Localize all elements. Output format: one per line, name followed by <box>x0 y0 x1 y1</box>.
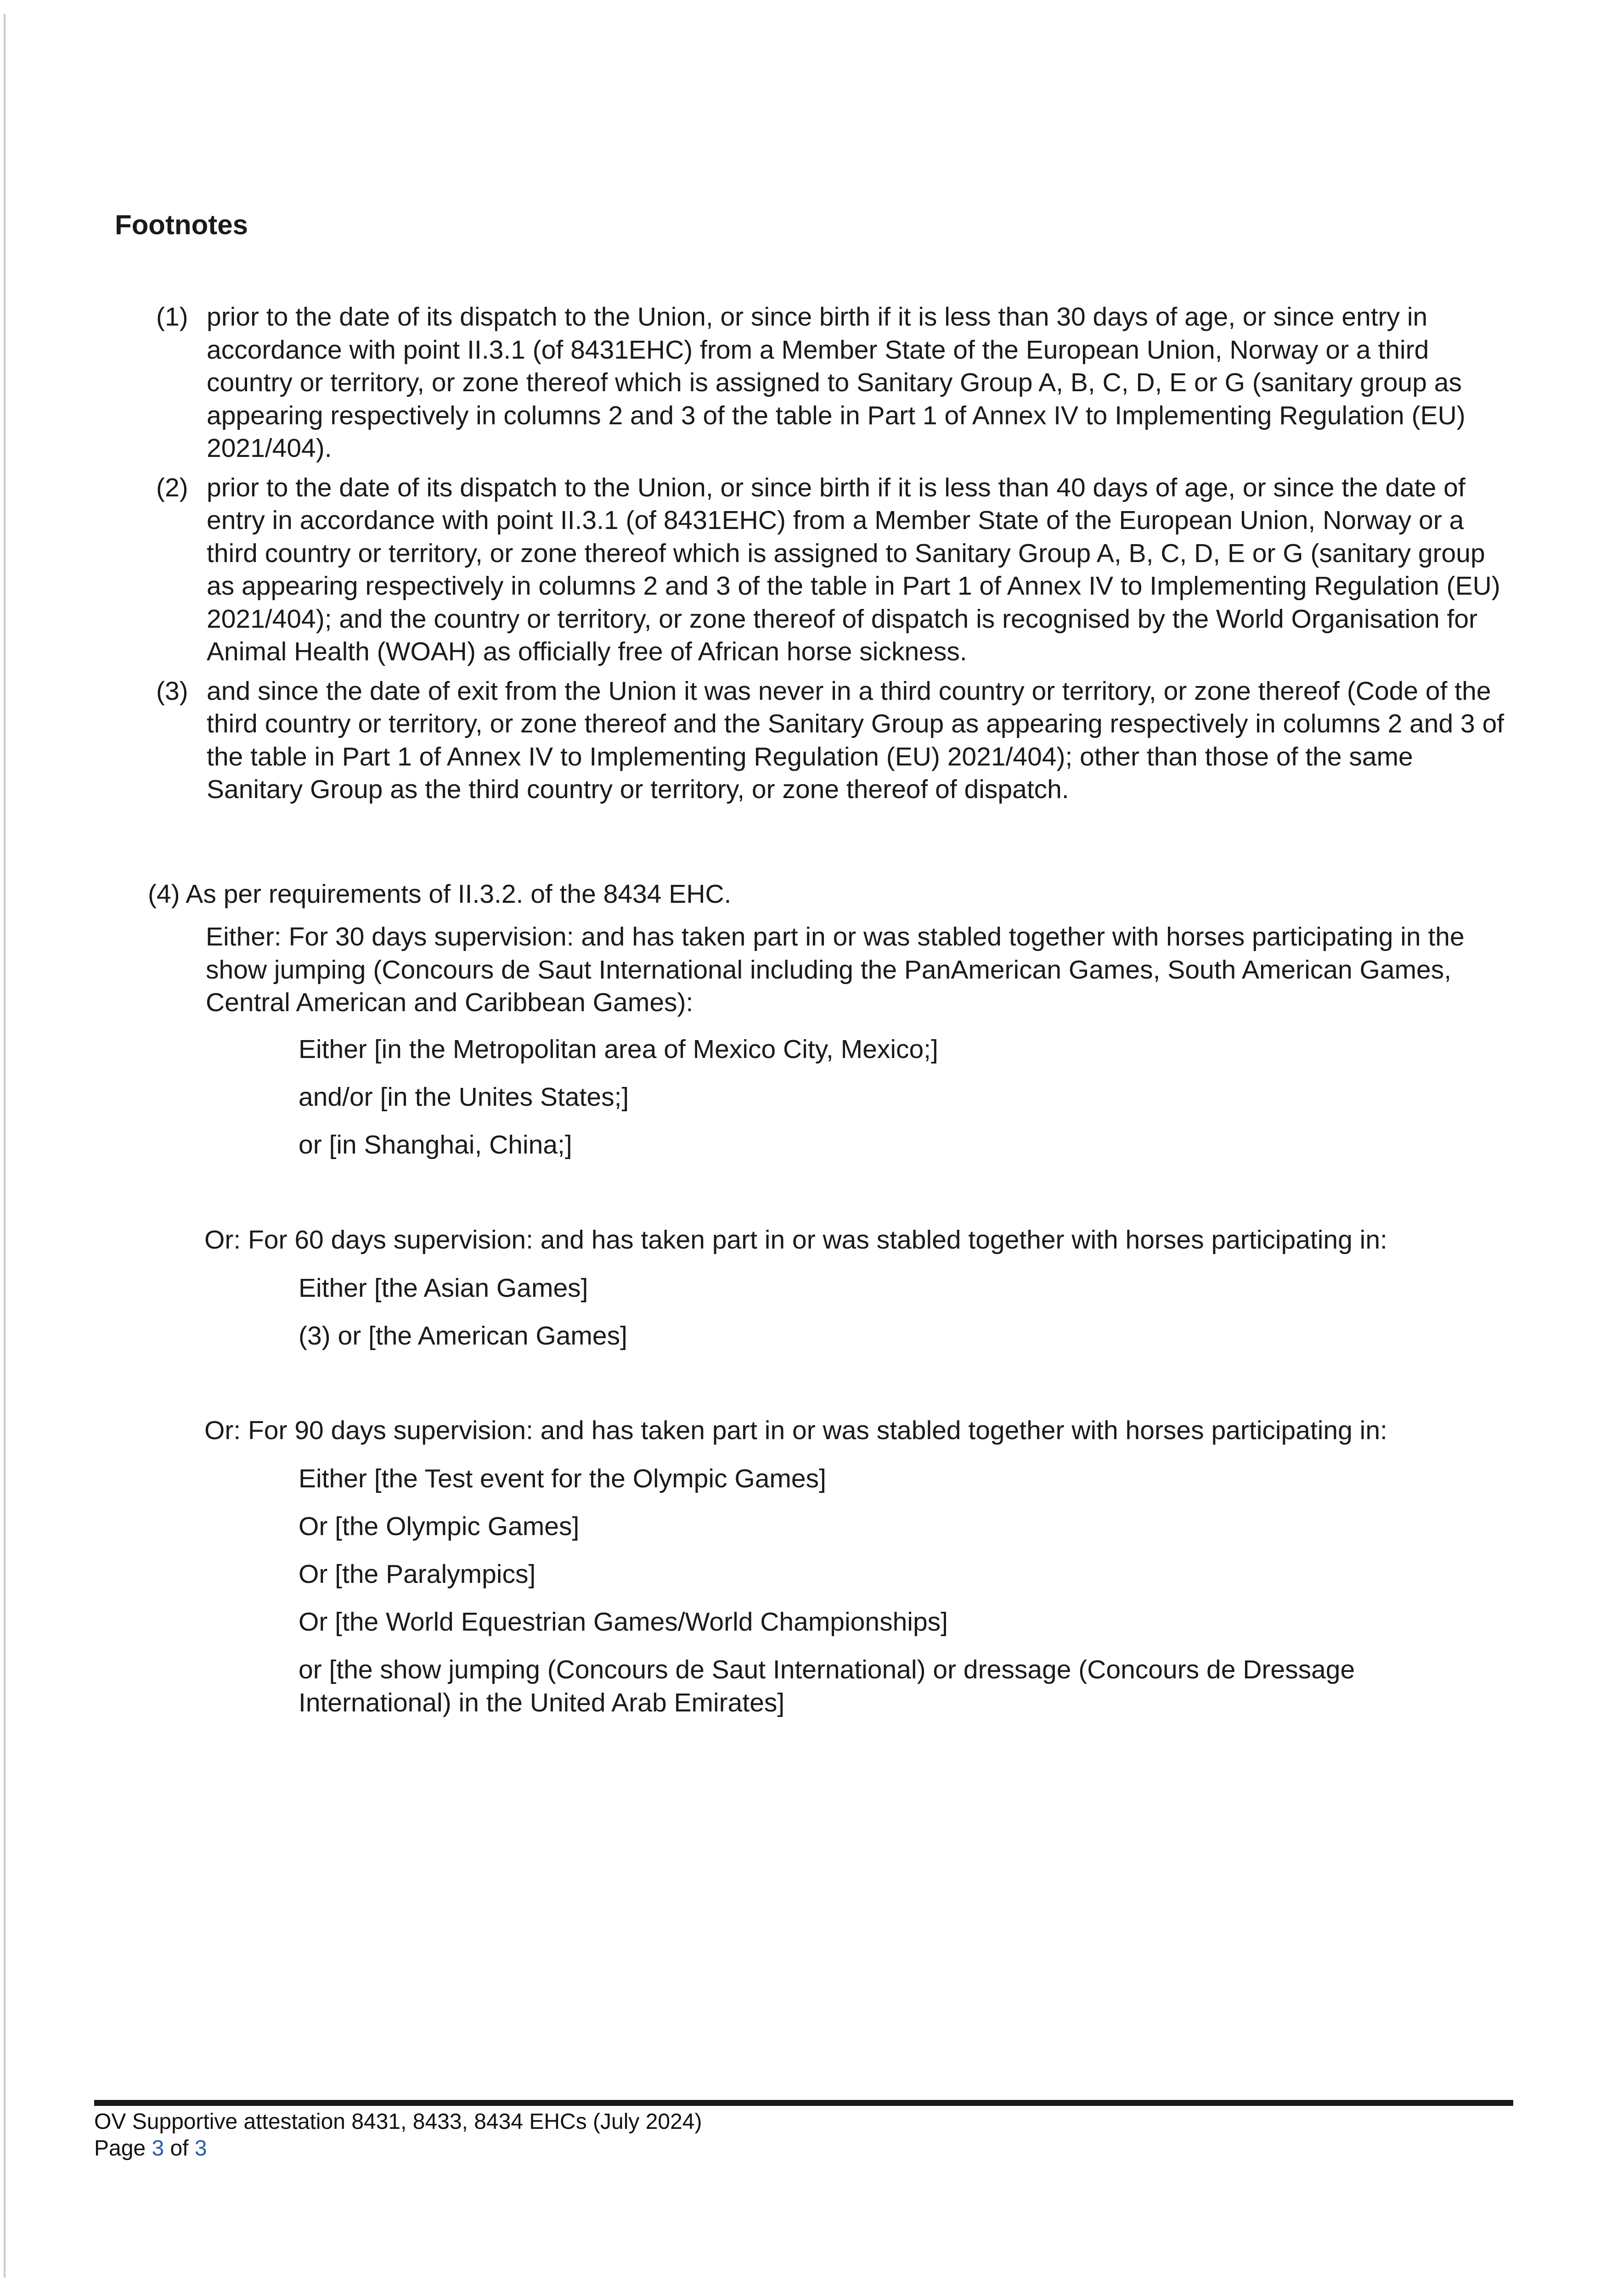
footnote-2 <box>156 472 1516 669</box>
option-90-days-item: Or [the Olympic Games] <box>299 1512 580 1541</box>
page-of: of <box>164 2136 195 2161</box>
page-total: 3 <box>194 2136 207 2161</box>
footnote-1 <box>156 301 1516 465</box>
page-number <box>94 2135 702 2162</box>
footnote-4: (4) As per requirements of II.3.2. of the 8434 EHC. <box>148 879 732 909</box>
footnote-text: prior to the date of its dispatch to the Union, or since birth if it is less than 30 days of age, or since entry in accordance with point II.3.1 (of 8431EHC) from a Member State of the European Union, Norway or a third country or territory, or zone thereof which is assigned to Sanitary Group A, B, C, D, E or G (sanitary group as appearing respectively in columns 2 and 3 of the table in Part 1 of Annex IV to Implementing Regulation (EU) 2021/404). <box>207 302 1465 463</box>
footer-divider <box>94 2100 1513 2106</box>
footnote-number: (2) <box>156 473 188 502</box>
option-90-days-item: or [the show jumping (Concours de Saut International) or dressage (Concours de Dressage International) in the United Arab Emirates] <box>299 1655 1355 1717</box>
option-60-days-item: Either [the Asian Games] <box>299 1273 588 1303</box>
option-90-days-intro: Or: For 90 days supervision: and has taken part in or was stabled together with horses participating in: <box>204 1416 1387 1445</box>
page-current: 3 <box>152 2136 164 2161</box>
footnote-number: (1) <box>156 302 188 332</box>
option-90-days-item: Either [the Test event for the Olympic Games] <box>299 1464 826 1493</box>
option-60-days-item: (3) or [the American Games] <box>299 1321 627 1351</box>
option-30-days-intro: Either: For 30 days supervision: and has taken part in or was stabled together with horses participating in the show jumping (Concours de Saut International including the PanAmerican Games, South American Games, Central American and Caribbean Games): <box>206 922 1465 1017</box>
page-prefix: Page <box>94 2136 152 2161</box>
footnote-text: prior to the date of its dispatch to the Union, or since birth if it is less than 40 days of age, or since the date of entry in accordance with point II.3.1 (of 8431EHC) from a Member State of the European Union, Norway or a third country or territory, or zone thereof which is assigned to Sanitary Group A, B, C, D, E or G (sanitary group as appearing respectively in columns 2 and 3 of the table in Part 1 of Annex IV to Implementing Regulation (EU) 2021/404); and the country or territory, or zone thereof of dispatch is recognised by the World Organisation for Animal Health (WOAH) as officially free of African horse sickness. <box>207 473 1500 666</box>
option-30-days-item: or [in Shanghai, China;] <box>299 1130 572 1159</box>
option-30-days-item: Either [in the Metropolitan area of Mexico City, Mexico;] <box>299 1035 938 1064</box>
option-30-days-item: and/or [in the Unites States;] <box>299 1082 629 1112</box>
footnote-text: and since the date of exit from the Union it was never in a third country or territory, or zone thereof (Code of the third country or territory, or zone thereof and the Sanitary Group as appearing respectively in columns 2 and 3 of the table in Part 1 of Annex IV to Implementing Regulation (EU) 2021/404); other than those of the same Sanitary Group as the third country or territory, or zone thereof of dispatch. <box>207 676 1505 804</box>
option-90-days-item: Or [the Paralympics] <box>299 1559 536 1589</box>
footnote-3 <box>156 675 1516 806</box>
footnotes-list <box>156 301 1516 813</box>
footer-title: OV Supportive attestation 8431, 8433, 8434 EHCs (July 2024) <box>94 2110 702 2134</box>
page-footer <box>94 2109 702 2162</box>
option-60-days-intro: Or: For 60 days supervision: and has taken part in or was stabled together with horses participating in: <box>204 1225 1387 1255</box>
footnotes-heading: Footnotes <box>115 209 248 240</box>
footnote-number: (3) <box>156 676 188 706</box>
option-90-days-item: Or [the World Equestrian Games/World Championships] <box>299 1607 948 1637</box>
